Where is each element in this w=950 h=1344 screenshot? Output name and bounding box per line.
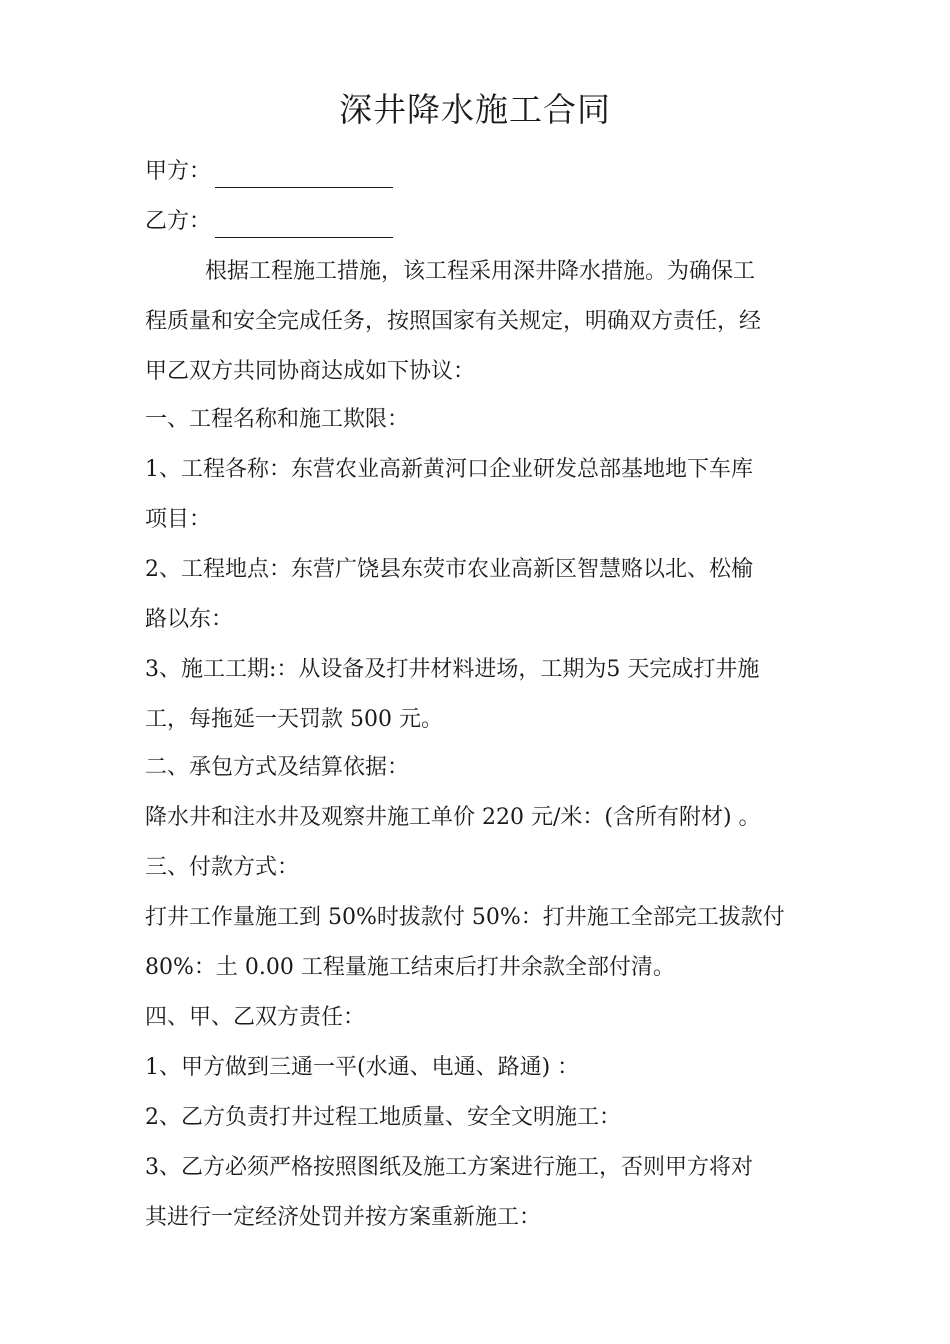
section-heading: 一、工程名称和施工欺限： xyxy=(145,407,410,432)
body-line: 项目： xyxy=(145,507,212,532)
body-line: 3、施工工期:：从设备及打井材料进场，工期为5 天完成打井施 xyxy=(145,657,760,682)
party-b-label: 乙方： xyxy=(145,209,212,234)
body-line: 打井工作量施工到 50%时拔款付 50%：打井施工全部完工拔款付 xyxy=(145,905,785,930)
body-line: 根据工程施工措施，该工程采用深井降水措施。为确保工 xyxy=(205,259,756,284)
body-line: 其进行一定经济处罚并按方案重新施工： xyxy=(145,1205,542,1230)
party-b-blank xyxy=(215,213,393,238)
body-line: 路以东： xyxy=(145,607,234,632)
section-heading: 二、承包方式及结算依据： xyxy=(145,755,410,780)
body-line: 工，每拖延一天罚款 500 元。 xyxy=(145,707,443,732)
body-line: 甲乙双方共同协商达成如下协议： xyxy=(145,359,476,384)
document-title: 深井降水施工合同 xyxy=(339,90,611,129)
body-line: 80%：土 0.00 工程量施工结束后打井余款全部付清。 xyxy=(145,955,675,980)
party-a-label: 甲方： xyxy=(145,159,212,184)
body-line: 程质量和安全完成任务，按照国家有关规定，明确双方责任，经 xyxy=(145,309,762,334)
section-heading: 三、付款方式： xyxy=(145,855,300,880)
party-b-row xyxy=(145,206,825,238)
body-line: 1、工程各称：东营农业高新黄河口企业研发总部基地地下车库 xyxy=(145,457,753,482)
party-a-row xyxy=(145,156,825,188)
body-line: 2、工程地点：东营广饶县东荧市农业高新区智慧赂以北、松榆 xyxy=(145,557,753,582)
body-line: 2、乙方负责打井过程工地质量、安全文明施工： xyxy=(145,1105,621,1130)
body-line: 1、甲方做到三通一平(水通、电通、路通) ： xyxy=(145,1055,580,1080)
body-line: 3、乙方必须严格按照图纸及施工方案进行施工，否则甲方将对 xyxy=(145,1155,753,1180)
body-line: 降水井和注水井及观察井施工单价 220 元/米：(含所有附材) 。 xyxy=(145,805,761,830)
party-a-blank xyxy=(215,163,393,188)
section-heading: 四、甲、乙双方责任： xyxy=(145,1005,366,1030)
